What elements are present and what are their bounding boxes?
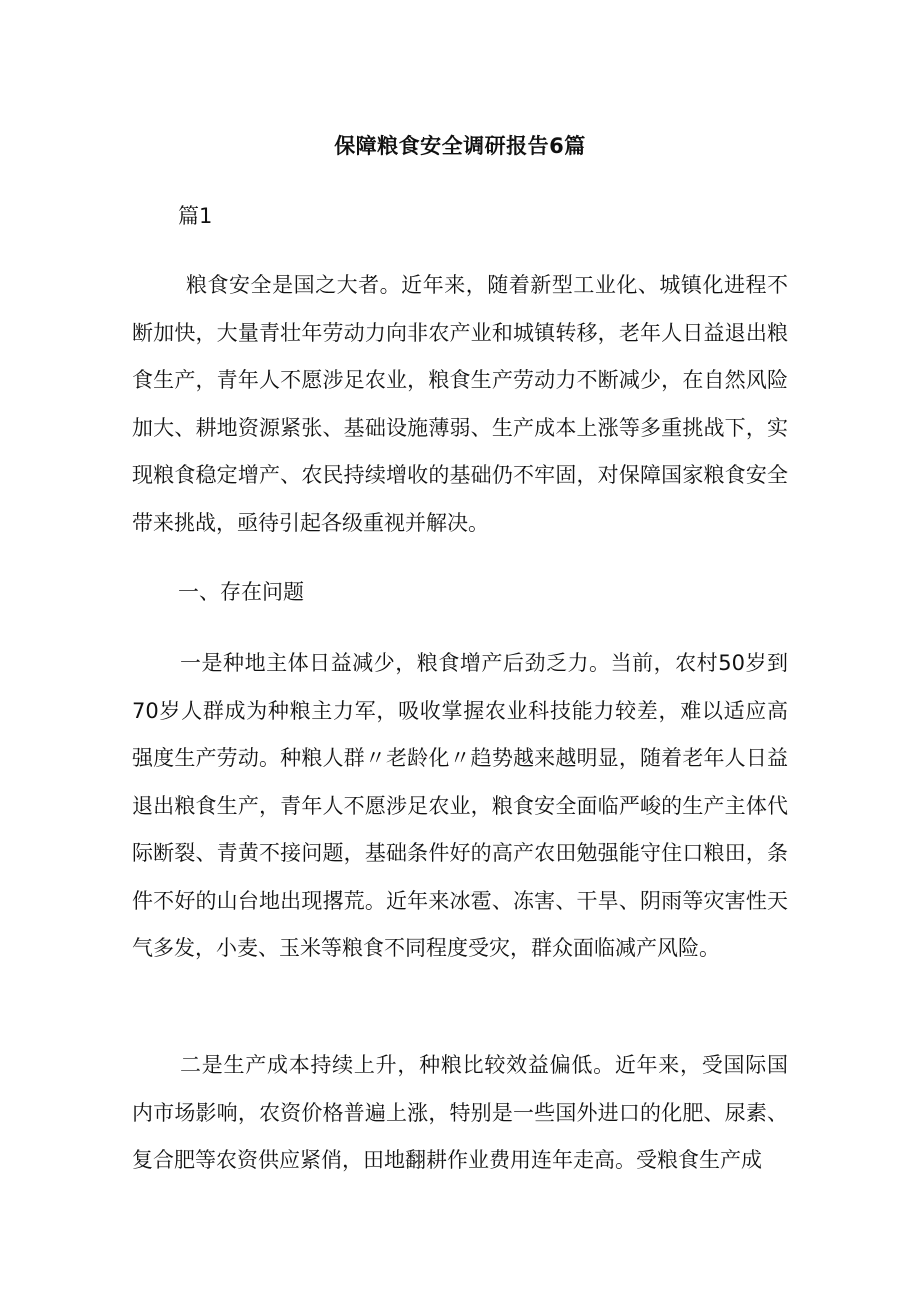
part-label: 篇1 (178, 204, 213, 228)
body-paragraph: 二是生产成本持续上升，种粮比较效益偏低。近年来，受国际国内市场影响，农资价格普遍上涨，特别是一些国外进口的化肥、尿素、复合肥等农资供应紧俏，田地翻耕作业费用连年走高。受粮食生产成 (132, 1053, 788, 1172)
body-paragraph: 一是种地主体日益减少，粮食增产后劲乏力。当前，农村50岁到70岁人群成为种粮主力军，吸收掌握农业科技能力较差，难以适应高强度生产劳动。种粮人群〃老龄化〃趋势越来越明显，随着老年人日益退出粮食生产，青年人不愿涉足农业，粮食安全面临严峻的生产主体代际断裂、青黄不接问题，基础条件好的高产农田勉强能守住口粮田，条件不好的山台地出现撂荒。近年来冰雹、冻害、干旱、阴雨等灾害性天气多发，小麦、玉米等粮食不同程度受灾，群众面临减产风险。 (132, 651, 788, 960)
section-heading: 一、存在问题 (178, 580, 304, 604)
intro-paragraph: 粮食安全是国之大者。近年来，随着新型工业化、城镇化进程不断加快，大量青壮年劳动力向非农产业和城镇转移，老年人日益退出粮食生产，青年人不愿涉足农业，粮食生产劳动力不断减少，在自然风险加大、耕地资源紧张、基础设施薄弱、生产成本上涨等多重挑战下，实现粮食稳定增产、农民持续增收的基础仍不牢固，对保障国家粮食安全带来挑战，亟待引起各级重视并解决。 (132, 273, 788, 535)
document-title: 保障粮食安全调研报告6篇 (334, 134, 586, 158)
